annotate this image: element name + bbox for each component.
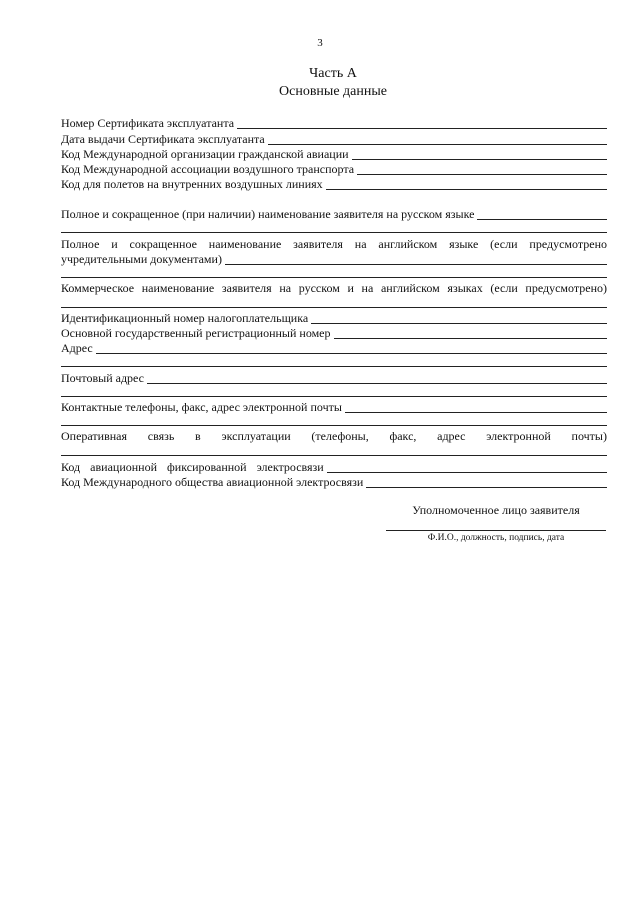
blank-line[interactable] [237,117,607,129]
field-afs-code [61,460,607,475]
blank-line[interactable] [357,163,607,175]
blank-line[interactable] [225,253,607,265]
section-title: Основные данные [279,84,387,99]
field-name-en-cont [61,252,607,267]
field-label: учредительными документами) [61,252,222,266]
blank-line[interactable] [477,208,607,220]
blank-line[interactable] [61,232,607,233]
field-label: Идентификационный номер налогоплательщика [61,311,309,325]
blank-line[interactable] [61,455,607,456]
blank-line[interactable] [61,396,607,397]
field-icao-code [61,147,607,162]
field-label: Код для полетов на внутренних воздушных линиях [61,177,323,191]
blank-line[interactable] [366,476,607,488]
blank-line[interactable] [61,307,607,308]
blank-line[interactable] [268,133,607,145]
blank-line[interactable] [96,342,607,354]
field-label: Коммерческое наименование заявителя на русском и на английском языках (если предусмотрено) [61,281,607,295]
field-label: Код Международной организации гражданской авиации [61,147,349,161]
field-label: Код Международного общества авиационной электросвязи [61,475,364,489]
blank-line[interactable] [147,372,607,384]
blank-line[interactable] [327,461,607,473]
field-inn [61,311,607,326]
field-label: Полное и сокращенное (при наличии) наименование заявителя на русском языке [61,207,475,221]
signature-caption: Ф.И.О., должность, подпись, дата [427,533,565,543]
field-contacts [61,400,607,415]
field-label: Почтовый адрес [61,371,145,385]
part-heading: Часть А [309,66,357,81]
field-cert-date [61,132,607,147]
field-postal-address [61,371,607,386]
blank-line[interactable] [61,366,607,367]
field-name-ru [61,207,607,222]
signature-line[interactable] [386,530,606,531]
page-number: 3 [317,37,323,49]
field-label: Код Международной ассоциации воздушного транспорта [61,162,355,176]
field-label: Номер Сертификата эксплуатанта [61,116,235,130]
field-label: Дата выдачи Сертификата эксплуатанта [61,132,265,146]
field-address [61,341,607,356]
field-sita-code [61,475,607,490]
signature-label: Уполномоченное лицо заявителя [412,503,580,517]
field-label: Оперативная связь в эксплуатации (телефоны, факс, адрес электронной почты) [61,429,607,443]
field-operational-contacts [61,429,607,444]
field-label: Полное и сокращенное наименование заявителя на английском языке (если предусмотрено [61,237,607,251]
blank-line[interactable] [61,277,607,278]
field-label: Код авиационной фиксированной электросвязи [61,460,324,474]
blank-line[interactable] [326,178,607,190]
field-commercial-name [61,281,607,296]
field-ogrn [61,326,607,341]
blank-line[interactable] [352,148,607,160]
field-label: Контактные телефоны, факс, адрес электронной почты [61,400,342,414]
field-cert-number [61,116,607,131]
field-iata-code [61,162,607,177]
blank-line[interactable] [345,401,607,413]
blank-line[interactable] [311,312,607,324]
field-label: Основной государственный регистрационный номер [61,326,331,340]
field-domestic-code [61,177,607,192]
blank-line[interactable] [61,425,607,426]
field-label: Адрес [61,341,93,355]
blank-line[interactable] [334,327,607,339]
field-name-en [61,237,607,252]
